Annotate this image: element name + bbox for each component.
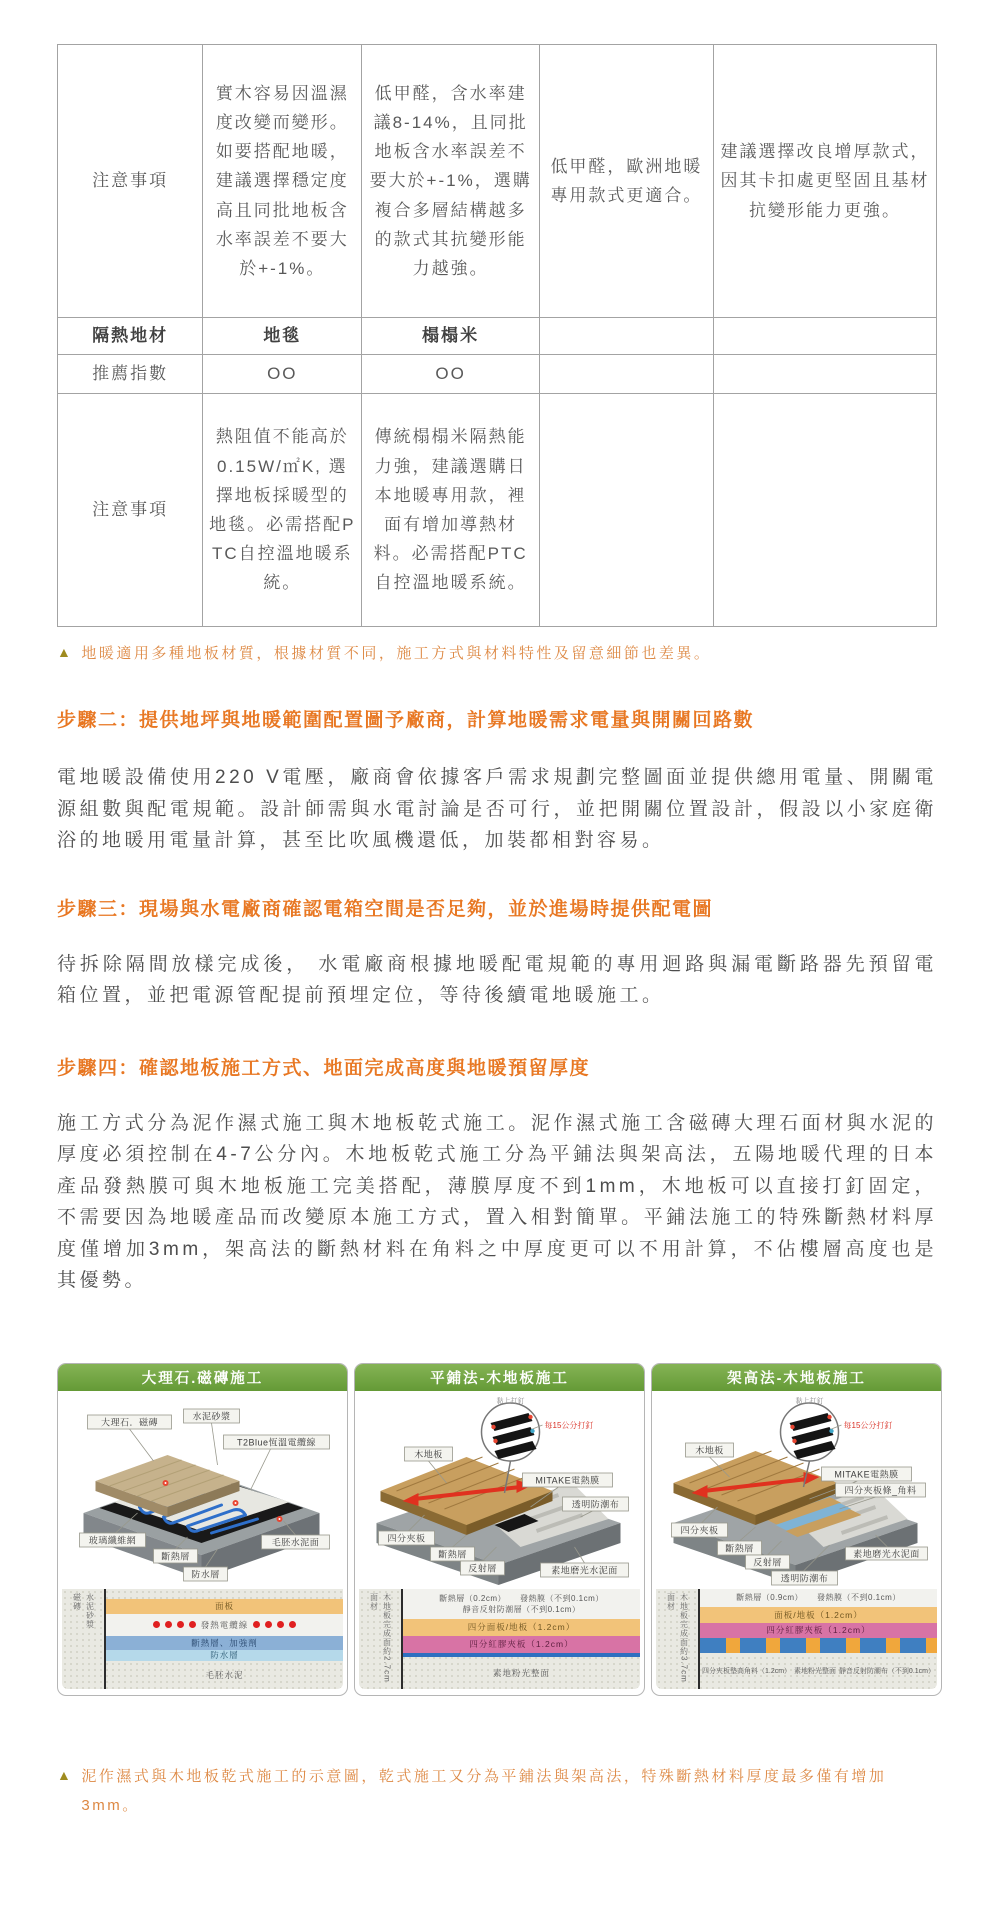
layer-base: 素地粉光整面 bbox=[492, 1667, 550, 1678]
row-header: 推薦指數 bbox=[58, 355, 203, 394]
svg-text:木地板: 木地板 bbox=[695, 1445, 724, 1456]
marble-cross-section bbox=[62, 1589, 343, 1689]
row-header: 注意事項 bbox=[58, 394, 203, 627]
rail-label: 面材 bbox=[369, 1592, 379, 1611]
svg-text:斷熱層: 斷熱層 bbox=[438, 1549, 467, 1560]
step3-paragraph: 待拆除隔間放樣完成後， 水電廠商根據地暖配電規範的專用迴路與漏電斷路器先預留電箱位置，並把電源管配提前預埋定位，等待後續電地暖施工。 bbox=[57, 953, 937, 1007]
diagram-body-raised bbox=[652, 1391, 941, 1695]
svg-text:斷熱層: 斷熱層 bbox=[161, 1551, 190, 1562]
svg-text:MITAKE電熱膜: MITAKE電熱膜 bbox=[834, 1469, 899, 1480]
diagram-title-raised: 架高法-木地板施工 bbox=[652, 1364, 941, 1391]
svg-text:毛胚水泥面: 毛胚水泥面 bbox=[271, 1537, 320, 1548]
layer-panel: 面板 bbox=[106, 1599, 343, 1614]
inset-note: 黏上打釘 bbox=[496, 1397, 525, 1405]
table-cell: 實木容易因溫濕度改變而變形。如要搭配地暖，建議選擇穩定度高且同批地板含水率誤差不要大於+-1%。 bbox=[203, 45, 362, 318]
table-caption bbox=[57, 639, 937, 668]
table-cell bbox=[539, 394, 713, 627]
step4-heading: 步驟四：確認地板施工方式、地面完成高度與地暖預留厚度 bbox=[57, 1057, 591, 1079]
marble-section-rail bbox=[62, 1589, 106, 1689]
svg-text:素地磨光水泥面: 素地磨光水泥面 bbox=[853, 1548, 920, 1559]
label-nail-spacing bbox=[832, 1420, 893, 1430]
diagram-card-marble bbox=[57, 1363, 348, 1696]
raised-isometric-illustration bbox=[656, 1395, 935, 1587]
rail-label: 木地板完成面約3.7cm bbox=[679, 1592, 689, 1683]
table-cell: 建議選擇改良增厚款式，因其卡扣處更堅固且基材抗變形能力更強。 bbox=[714, 45, 937, 318]
svg-text:反射層: 反射層 bbox=[753, 1557, 782, 1568]
table-cell bbox=[714, 394, 937, 627]
svg-text:素地磨光水泥面: 素地磨光水泥面 bbox=[551, 1565, 618, 1576]
diagram-body-marble bbox=[58, 1391, 347, 1695]
table-row bbox=[58, 394, 937, 627]
svg-text:四分夾板: 四分夾板 bbox=[387, 1533, 426, 1544]
svg-text:防水層: 防水層 bbox=[191, 1569, 220, 1580]
svg-text:玻璃纖維網: 玻璃纖維網 bbox=[88, 1535, 137, 1546]
flooring-comparison-table bbox=[57, 44, 937, 627]
table-row bbox=[58, 355, 937, 394]
step4-paragraph: 施工方式分為泥作濕式施工與木地板乾式施工。泥作濕式施工含磁磚大理石面材與水泥的厚度必須控制在4-7公分內。木地板乾式施工分為平鋪法與架高法，五陽地暖代理的日本產品發熱膜可與木地板施工完美搭配，薄膜厚度不到1mm，木地板可以直接打釘固定，不需要因為地暖產品而改變原本施工方式，置入相對簡單。平鋪法施工的特殊斷熱材料厚度僅增加3mm，架高法的斷熱材料在角料之中厚度更可以不用計算，不佔樓層高度也是其優勢。 bbox=[57, 1112, 937, 1292]
diagram-body-flat bbox=[355, 1391, 644, 1695]
construction-diagrams bbox=[57, 1363, 937, 1696]
bottom-layer-labels: 四分夾板墊高角料（1.2cm） 素地粉光整面 靜音反射防潮布（不到0.1cm） bbox=[702, 1667, 935, 1675]
diagram-card-raised bbox=[651, 1363, 942, 1696]
table-cell: 傳統榻榻米隔熱能力強，建議選購日本地暖專用款，裡面有增加導熱材料。必需搭配PTC自控溫地暖系統。 bbox=[362, 394, 539, 627]
rail-label: 水泥砂漿 bbox=[85, 1592, 95, 1629]
rail-label: 面材 bbox=[666, 1592, 676, 1611]
layer-heating-cable: 發熱電纜線 bbox=[106, 1614, 343, 1636]
inset-note: 黏上打釘 bbox=[795, 1397, 824, 1405]
marble-isometric-illustration bbox=[62, 1395, 341, 1587]
flat-isometric-illustration bbox=[359, 1395, 638, 1587]
svg-text:水泥砂漿: 水泥砂漿 bbox=[192, 1411, 231, 1422]
svg-text:木地板: 木地板 bbox=[414, 1449, 443, 1460]
table-cell: 地毯 bbox=[203, 318, 362, 355]
layer-plywood: 四分紅膠夾板（1.2cm） bbox=[700, 1623, 937, 1638]
diagram-title-marble: 大理石.磁磚施工 bbox=[58, 1364, 347, 1391]
diagram-card-flat bbox=[354, 1363, 645, 1696]
triangle-marker-icon: ▲ bbox=[57, 1766, 74, 1783]
svg-text:四分夾板: 四分夾板 bbox=[680, 1525, 719, 1536]
layer-panel: 面板/地板（1.2cm） bbox=[700, 1607, 937, 1623]
table-cell: OO bbox=[203, 355, 362, 394]
flat-cross-section bbox=[359, 1589, 640, 1689]
label-nail-spacing bbox=[533, 1420, 594, 1430]
row-header: 注意事項 bbox=[58, 45, 203, 318]
svg-text:四分夾板條_角料: 四分夾板條_角料 bbox=[844, 1485, 917, 1496]
triangle-marker-icon: ▲ bbox=[57, 644, 74, 660]
table-cell bbox=[539, 355, 713, 394]
table-cell bbox=[539, 318, 713, 355]
rail-label: 磁磚 bbox=[72, 1592, 82, 1611]
thin-layer-labels: 斷熱層（0.9cm） 發熱膜（不到0.1cm） bbox=[700, 1589, 937, 1607]
flat-section-rail bbox=[359, 1589, 403, 1689]
table-cell: 低甲醛，歐洲地暖專用款式更適合。 bbox=[539, 45, 713, 318]
layer-joists bbox=[700, 1638, 937, 1653]
table-cell bbox=[714, 318, 937, 355]
svg-text:每15公分打釘: 每15公分打釘 bbox=[843, 1420, 893, 1430]
diagram-caption-text: 泥作濕式與木地板乾式施工的示意圖，乾式施工又分為平鋪法與架高法，特殊斷熱材料厚度最多僅有增加3mm。 bbox=[81, 1767, 887, 1814]
step3-heading: 步驟三：現場與水電廠商確認電箱空間是否足夠，並於進場時提供配電圖 bbox=[57, 898, 714, 920]
label-marble-tile bbox=[88, 1415, 172, 1461]
table-cell: OO bbox=[362, 355, 539, 394]
layer-insulation: 斷熱層、加強劑 bbox=[106, 1636, 343, 1650]
step2-paragraph: 電地暖設備使用220 V電壓，廠商會依據客戶需求規劃完整圖面並提供總用電量、開關電源組數與配電規範。設計師需與水電討論是否可行，並把開關位置設計，假設以小家庭衛浴的地暖用電量計算，甚至比吹風機還低，加裝都相對容易。 bbox=[57, 767, 937, 852]
svg-text:T2Blue恆溫電纜線: T2Blue恆溫電纜線 bbox=[236, 1437, 317, 1448]
layer-waterproof: 防水層 bbox=[106, 1650, 343, 1661]
svg-text:反射層: 反射層 bbox=[468, 1563, 497, 1574]
table-caption-text: 地暖適用多種地板材質，根據材質不同，施工方式與材料特性及留意細節也差異。 bbox=[81, 645, 712, 662]
svg-text:MITAKE電熱膜: MITAKE電熱膜 bbox=[535, 1475, 600, 1486]
svg-text:透明防潮布: 透明防潮布 bbox=[571, 1499, 620, 1510]
layer-panel: 四分面板/地板（1.2cm） bbox=[403, 1619, 640, 1636]
table-row bbox=[58, 318, 937, 355]
raised-section-rail bbox=[656, 1589, 700, 1689]
rail-label: 木地板完成面約2.7cm bbox=[382, 1592, 392, 1683]
layer-plywood: 四分紅膠夾板（1.2cm） bbox=[403, 1636, 640, 1653]
table-cell: 低甲醛，含水率建議8-14%，且同批地板含水率誤差不要大於+-1%，選購複合多層結構越多的款式其抗變形能力越強。 bbox=[362, 45, 539, 318]
svg-text:大理石．磁磚: 大理石．磁磚 bbox=[100, 1417, 159, 1428]
diagram-title-flat: 平鋪法-木地板施工 bbox=[355, 1364, 644, 1391]
svg-text:透明防潮布: 透明防潮布 bbox=[780, 1573, 829, 1584]
table-cell bbox=[714, 355, 937, 394]
table-cell: 熱阻值不能高於0.15W/㎡K, 選擇地板採暖型的地毯。必需搭配PTC自控溫地暖系統。 bbox=[203, 394, 362, 627]
svg-text:斷熱層: 斷熱層 bbox=[725, 1543, 754, 1554]
raised-cross-section bbox=[656, 1589, 937, 1689]
table-cell: 榻榻米 bbox=[362, 318, 539, 355]
thin-layer-labels: 斷熱層（0.2cm） 發熱膜（不到0.1cm） 靜音反射防潮層（不到0.1cm） bbox=[403, 1589, 640, 1619]
table-row bbox=[58, 45, 937, 318]
row-header: 隔熱地材 bbox=[58, 318, 203, 355]
svg-text:每15公分打釘: 每15公分打釘 bbox=[544, 1420, 594, 1430]
step2-heading: 步驟二：提供地坪與地暖範圍配置圖予廠商，計算地暖需求電量與開關回路數 bbox=[57, 710, 755, 732]
diagram-caption bbox=[57, 1762, 937, 1821]
layer-base: 毛胚水泥 bbox=[205, 1669, 244, 1680]
